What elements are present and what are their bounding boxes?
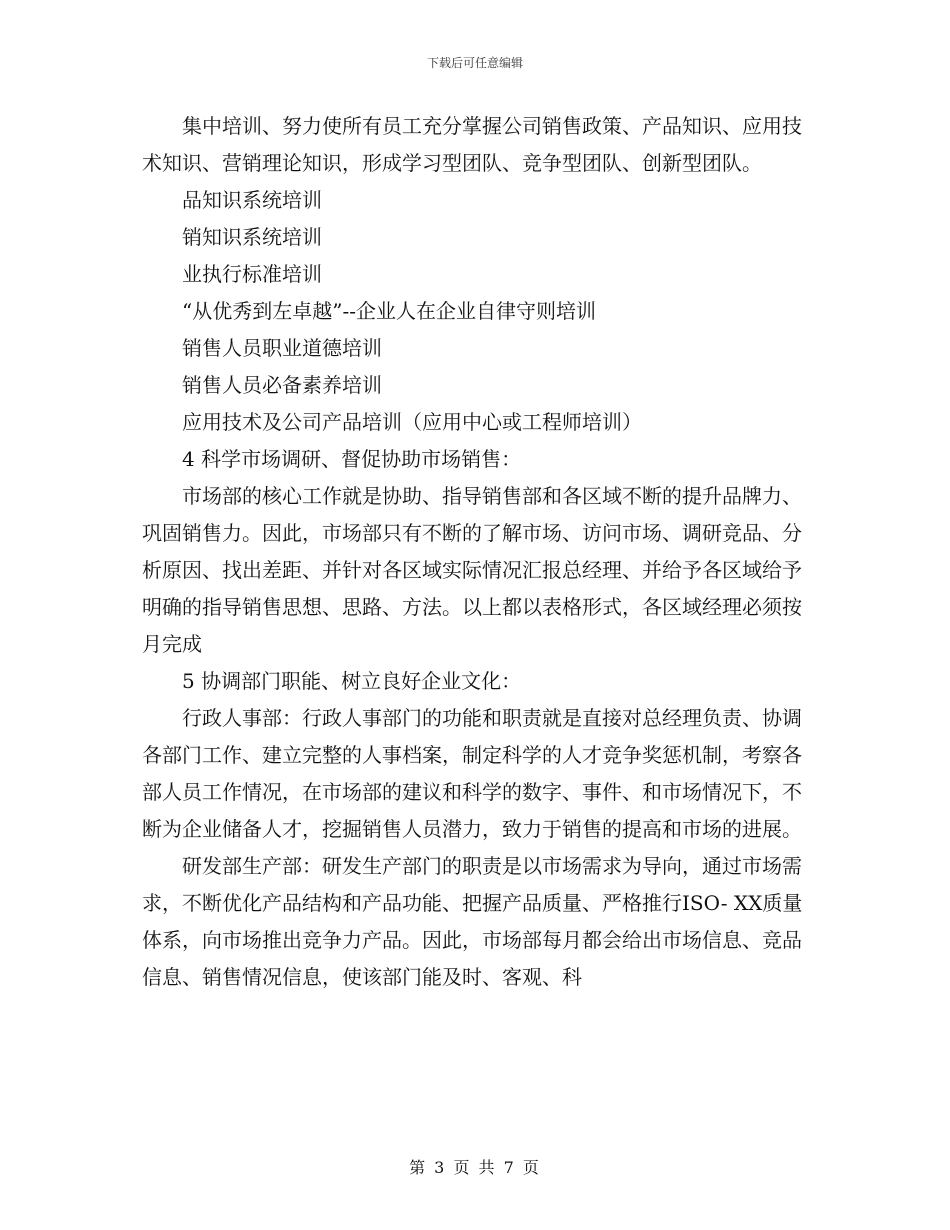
section-heading-5: 5 协调部门职能、树立良好企业文化： (182, 669, 522, 693)
paragraph-rd-production: 研发部生产部：研发生产部门的职责是以市场需求为导向，通过市场需求，不断优化产品结构和产品功能、把握产品质量、严格推行ISO- XX质量体系，向市场推出竞争力产品。因此，市场部每月都会给出市场信息、竞品信息、销售情况信息，使该部门能及时、客观、科 (142, 854, 803, 989)
document-body (142, 108, 810, 996)
paragraph-training: 集中培训、努力使所有员工充分掌握公司销售政策、产品知识、应用技术知识、营销理论知识，形成学习型团队、竞争型团队、创新型团队。 (142, 114, 802, 175)
list-item: 销售人员职业道德培训 (182, 336, 382, 360)
section-heading-4: 4 科学市场调研、督促协助市场销售： (182, 447, 522, 471)
paragraph-market-research: 市场部的核心工作就是协助、指导销售部和各区域不断的提升品牌力、巩固销售力。因此，市场部只有不断的了解市场、访问市场、调研竞品、分析原因、找出差距、并针对各区域实际情况汇报总经理、并给予各区域给予明确的指导销售思想、思路、方法。以上都以表格形式，各区域经理必须按月完成 (142, 484, 802, 656)
page-footer: 第 3 页 共 7 页 (409, 1158, 541, 1177)
list-item: 品知识系统培训 (182, 188, 322, 212)
list-item: 销知识系统培训 (182, 225, 322, 249)
list-item: 业执行标准培训 (182, 262, 322, 286)
paragraph-hr-department: 行政人事部：行政人事部门的功能和职责就是直接对总经理负责、协调各部门工作、建立完整的人事档案，制定科学的人才竞争奖惩机制，考察各部人员工作情况，在市场部的建议和科学的数字、事件、和市场情况下，不断为企业储备人才，挖掘销售人员潜力，致力于销售的提高和市场的进展。 (142, 706, 802, 841)
list-item: 应用技术及公司产品培训（应用中心或工程师培训） (182, 410, 642, 434)
list-item: 销售人员必备素养培训 (182, 373, 382, 397)
page-header: 下载后可任意编辑 (426, 56, 523, 70)
list-item: “从优秀到左卓越”--企业人在企业自律守则培训 (182, 299, 596, 323)
